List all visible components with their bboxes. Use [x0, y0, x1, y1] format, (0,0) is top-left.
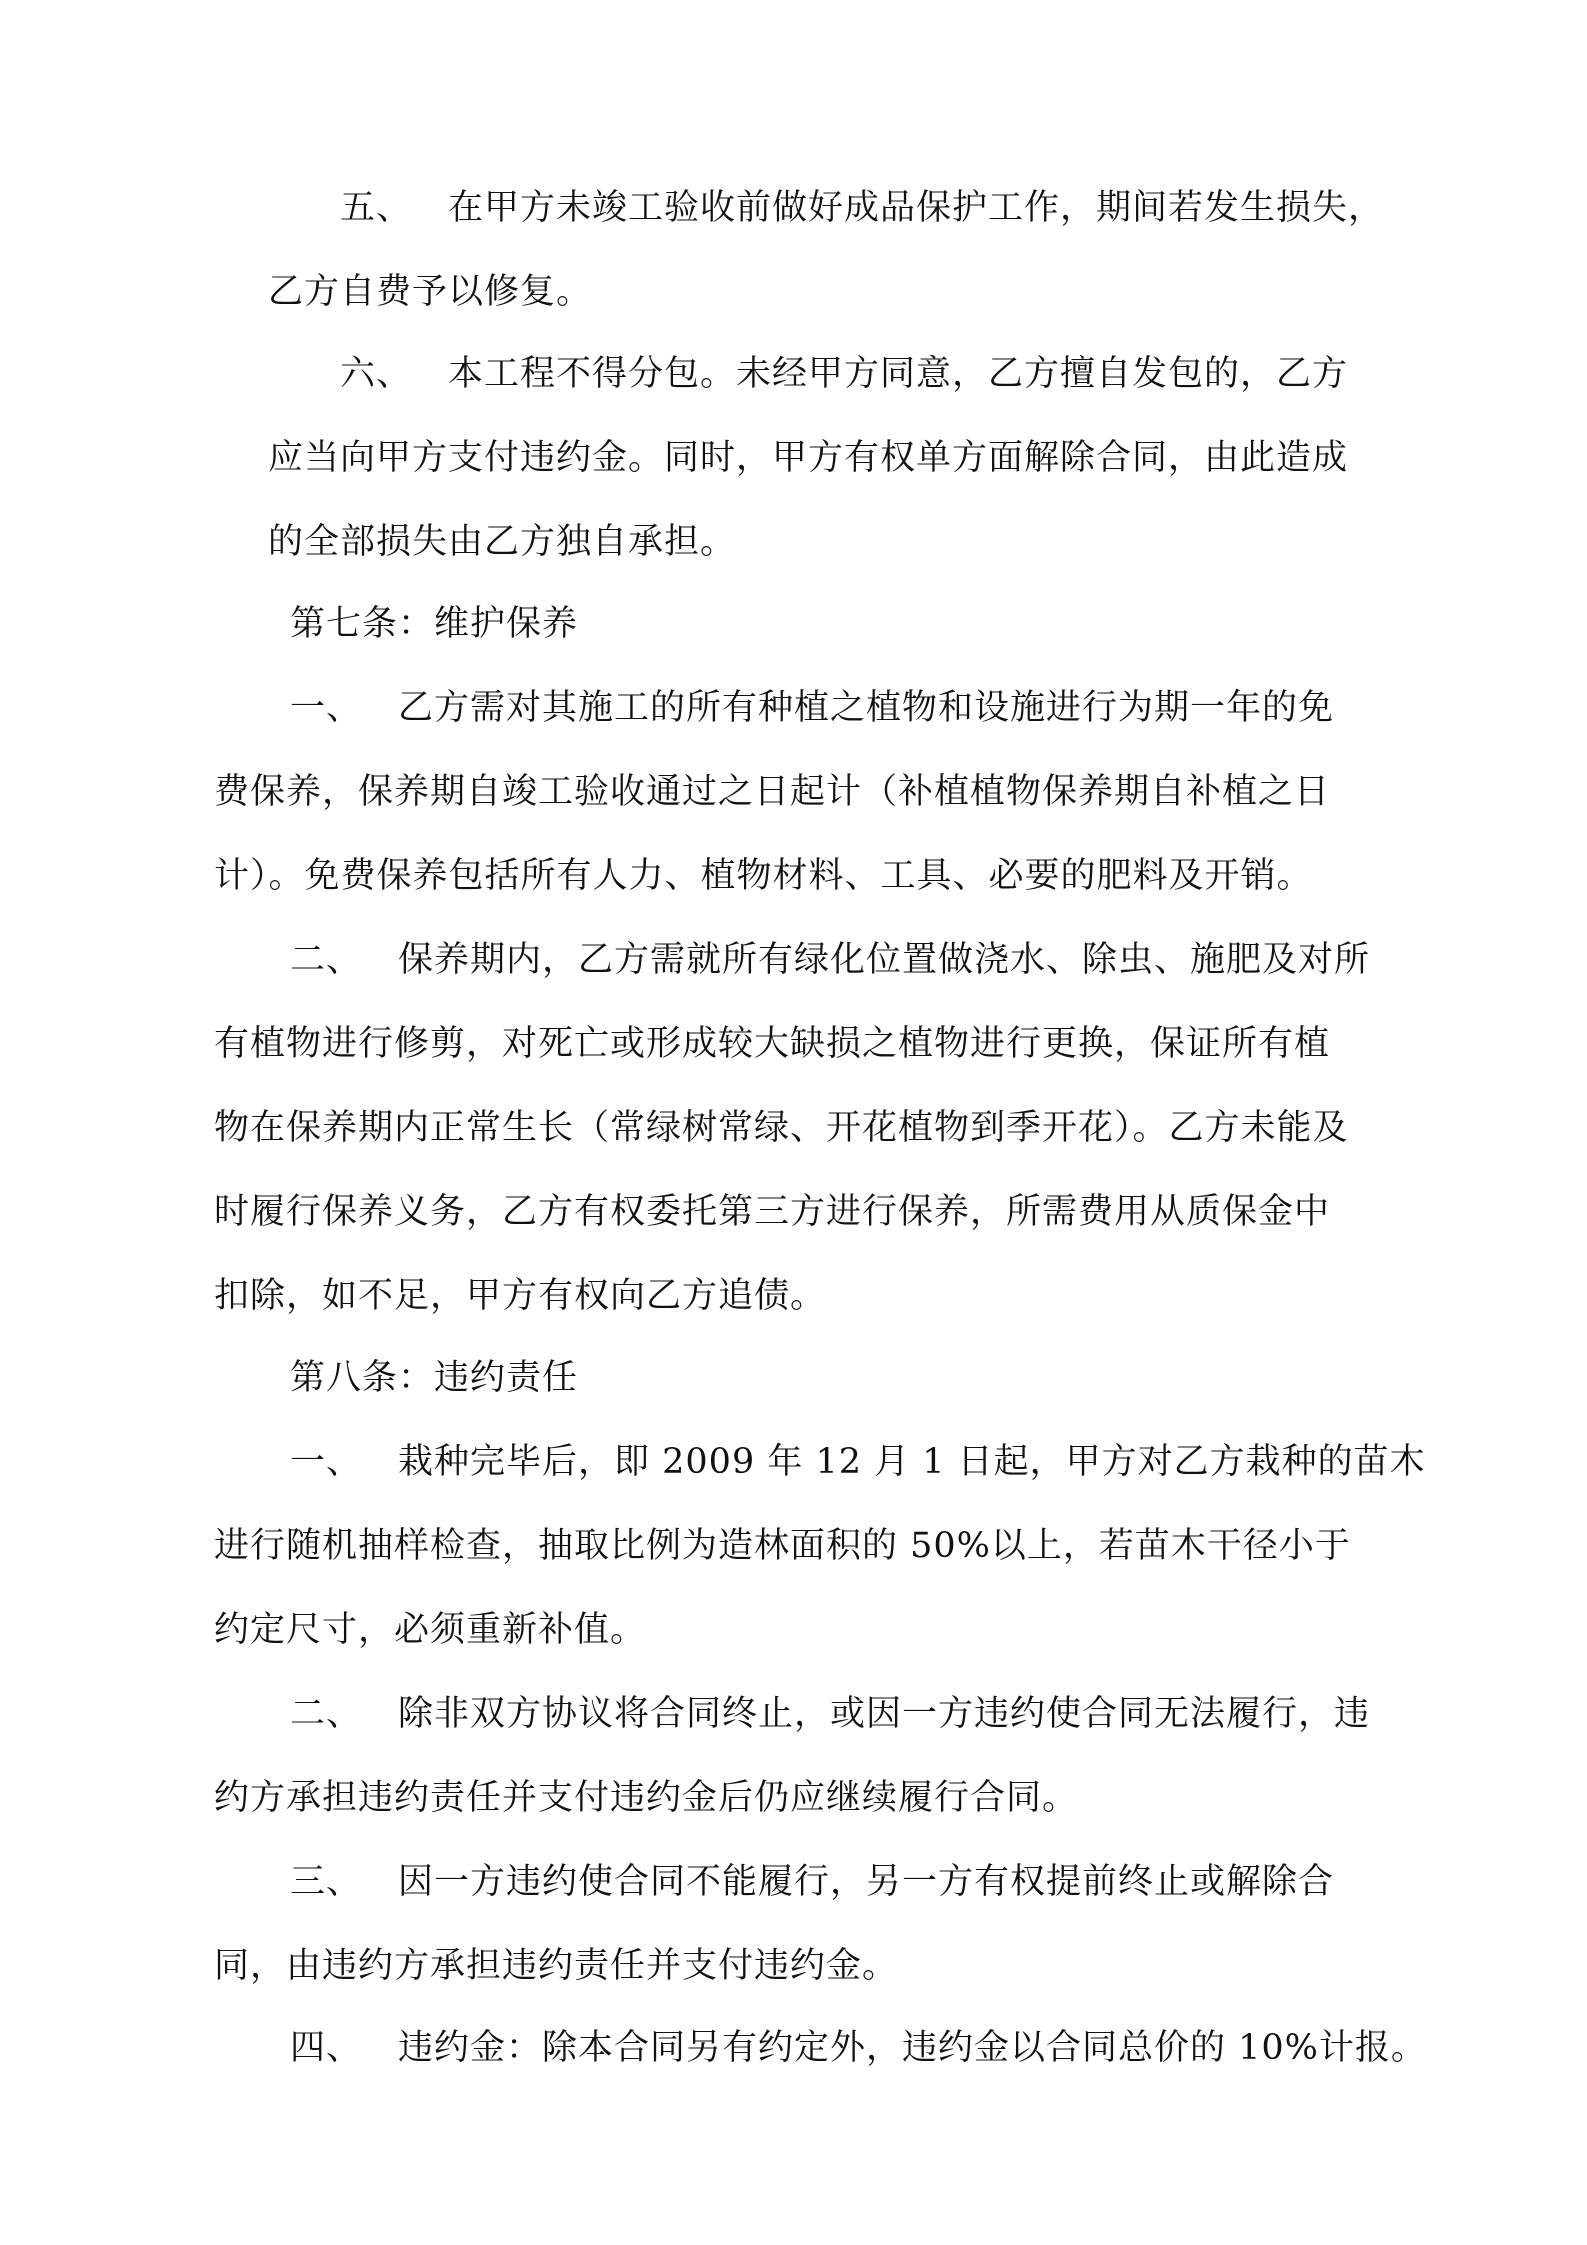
art8-item1-line-2	[214, 1522, 1351, 1570]
art8-item1-text-1: 栽种完毕后，即 2009 年 12 月 1 日起，甲方对乙方栽种的苗木	[398, 1442, 1426, 1482]
sec6-text-1: 本工程不得分包。未经甲方同意，乙方擅自发包的，乙方	[448, 354, 1349, 394]
article-8-heading-text: 第八条：违约责任	[290, 1358, 579, 1398]
sec5-text-2: 乙方自费予以修复。	[268, 272, 593, 312]
art8-item1-number: 一、	[290, 1442, 363, 1482]
sec5-number: 五、	[340, 188, 413, 228]
art8-item1-text-3: 约定尺寸，必须重新补值。	[214, 1610, 647, 1650]
art8-item2-number: 二、	[290, 1694, 363, 1734]
art7-item2-line-4	[214, 1188, 1330, 1236]
art8-item3-text-2: 同，由违约方承担违约责任并支付违约金。	[214, 1946, 899, 1986]
art7-item1-line-2	[214, 768, 1330, 816]
art8-item2-line-2	[214, 1774, 1078, 1822]
art7-item1-line-1	[290, 684, 1334, 732]
article-7-heading-text: 第七条：维护保养	[290, 604, 579, 644]
sec6-text-2: 应当向甲方支付违约金。同时，甲方有权单方面解除合同，由此造成	[268, 438, 1349, 478]
art8-item1-line-3	[214, 1606, 646, 1654]
article-8-heading	[290, 1354, 578, 1402]
art7-item1-text-3: 计）。免费保养包括所有人力、植物材料、工具、必要的肥料及开销。	[214, 856, 1313, 896]
art8-item3-text-1: 因一方违约使合同不能履行，另一方有权提前终止或解除合	[398, 1862, 1335, 1902]
art7-item2-text-1: 保养期内，乙方需就所有绿化位置做浇水、除虫、施肥及对所	[398, 940, 1371, 980]
art7-item2-line-5	[214, 1272, 826, 1320]
art7-item2-line-1	[290, 936, 1370, 984]
art8-item2-text-2: 约方承担违约责任并支付违约金后仍应继续履行合同。	[214, 1778, 1079, 1818]
art8-item1-line-1	[290, 1438, 1426, 1486]
sec6-line-1	[340, 350, 1348, 398]
sec6-text-3: 的全部损失由乙方独自承担。	[268, 522, 737, 562]
art7-item1-number: 一、	[290, 688, 363, 728]
art8-item4-line-1	[290, 2024, 1427, 2072]
art7-item1-line-3	[214, 852, 1313, 900]
art8-item2-text-1: 除非双方协议将合同终止，或因一方违约使合同无法履行，违	[398, 1694, 1371, 1734]
sec5-line-2	[268, 268, 592, 316]
art8-item2-line-1	[290, 1690, 1370, 1738]
art7-item1-text-1: 乙方需对其施工的所有种植之植物和设施进行为期一年的免	[398, 688, 1335, 728]
article-7-heading	[290, 600, 578, 648]
art7-item2-line-3	[214, 1104, 1349, 1152]
sec6-line-2	[268, 434, 1348, 482]
art7-item2-text-4: 时履行保养义务，乙方有权委托第三方进行保养，所需费用从质保金中	[214, 1192, 1331, 1232]
sec6-number: 六、	[340, 354, 413, 394]
art8-item1-text-2: 进行随机抽样检查，抽取比例为造林面积的 50%以上，若苗木干径小于	[214, 1526, 1351, 1566]
sec5-text-1: 在甲方未竣工验收前做好成品保护工作，期间若发生损失，	[448, 188, 1385, 228]
art8-item3-line-2	[214, 1942, 898, 1990]
sec5-line-1	[340, 184, 1384, 232]
art8-item3-number: 三、	[290, 1862, 363, 1902]
art7-item2-text-3: 物在保养期内正常生长（常绿树常绿、开花植物到季开花）。乙方未能及	[214, 1108, 1349, 1148]
art8-item4-number: 四、	[290, 2028, 363, 2068]
art7-item1-text-2: 费保养，保养期自竣工验收通过之日起计（补植植物保养期自补植之日	[214, 772, 1331, 812]
art7-item2-text-2: 有植物进行修剪，对死亡或形成较大缺损之植物进行更换，保证所有植	[214, 1024, 1331, 1064]
art7-item2-line-2	[214, 1020, 1330, 1068]
art7-item2-number: 二、	[290, 940, 363, 980]
art8-item3-line-1	[290, 1858, 1334, 1906]
sec6-line-3	[268, 518, 736, 566]
art7-item2-text-5: 扣除，如不足，甲方有权向乙方追债。	[214, 1276, 827, 1316]
art8-item4-text-1: 违约金：除本合同另有约定外，违约金以合同总价的 10%计报。	[398, 2028, 1427, 2068]
